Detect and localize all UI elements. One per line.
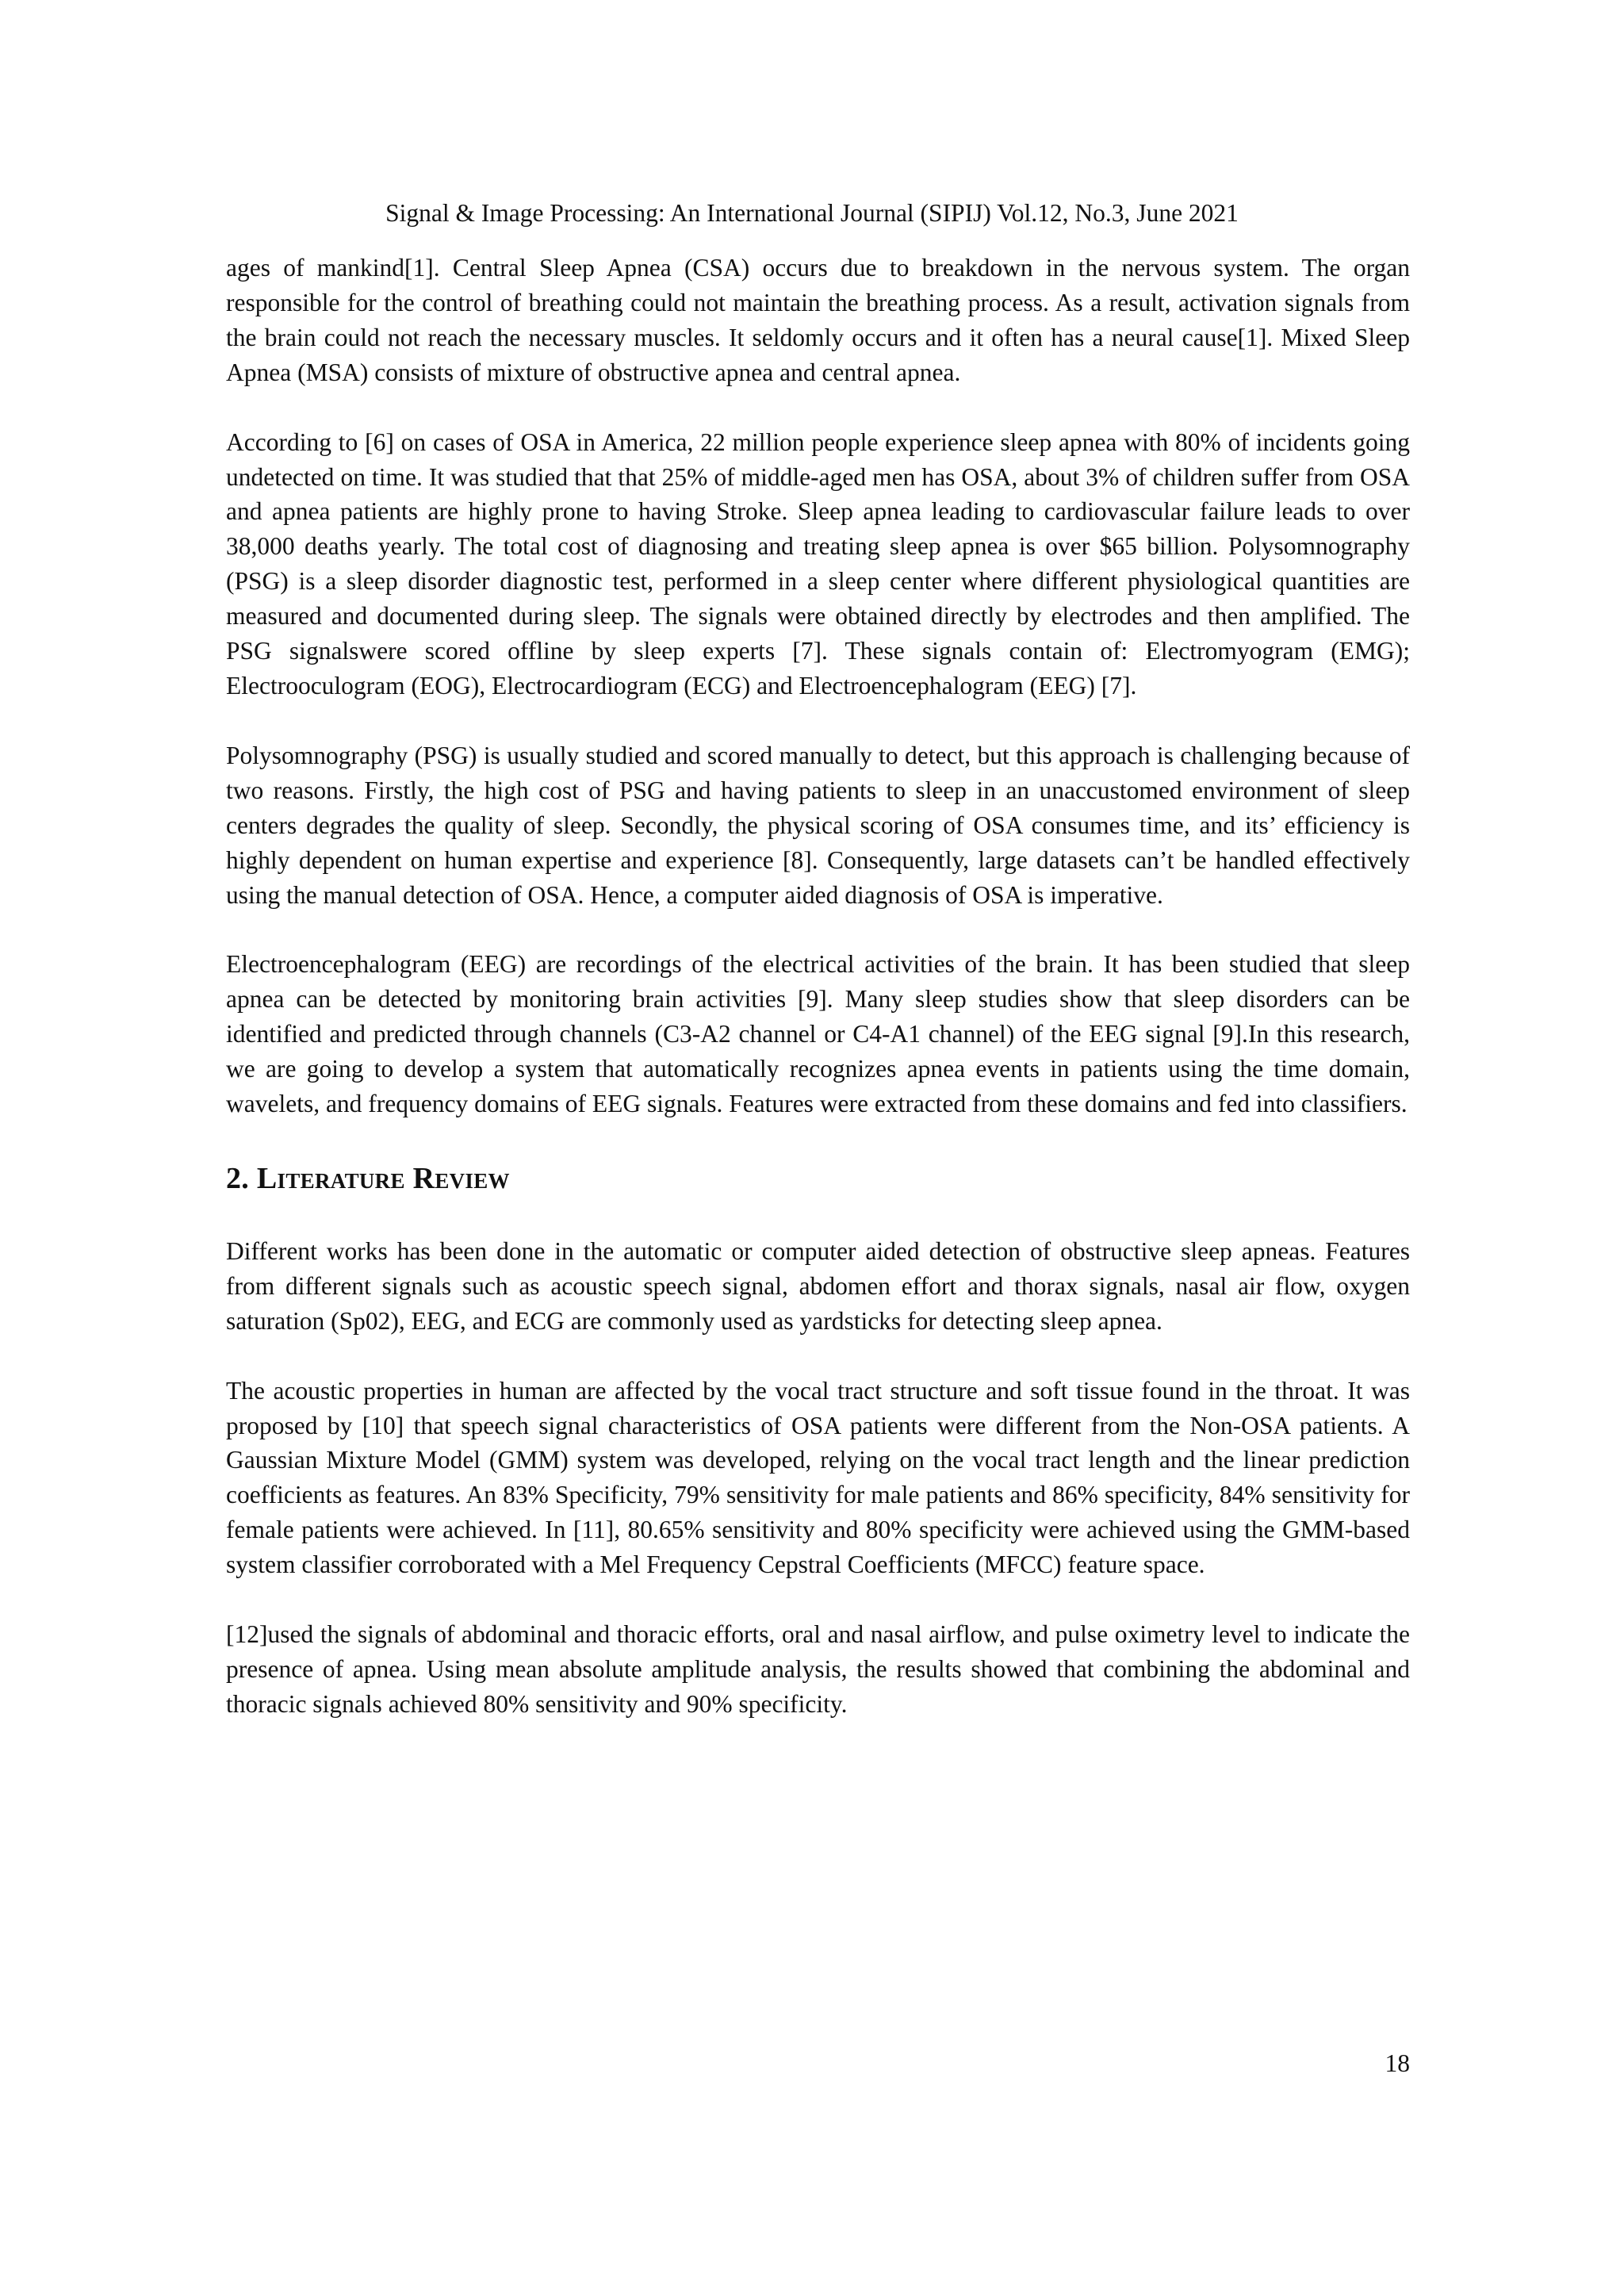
heading-spacer [226,1202,1410,1234]
section-paragraph: [12]used the signals of abdominal and thoracic efforts, oral and nasal airflow, and pulse oximetry level to indicate the presence of apnea. Using mean absolute amplitude analysis, the results showed that combining the abdominal and thoracic signals achieved 80% sensitivity and 90% specificity. [226,1620,1410,1718]
paragraph-spacer [226,1339,1410,1374]
paragraph-spacer [226,1582,1410,1617]
body-paragraph: Electroencephalogram (EEG) are recordings of the electrical activities of the brain. It has been studied that sleep apnea can be detected by monitoring brain activities [9]. Many sleep studies show that sleep disorders can be identified and predicted through channels (C3-A2 channel or C4-A1 channel) of the EEG signal [9].In this research, we are going to develop a system that automatically recognizes apnea events in patients using the time domain, wavelets, and frequency domains of EEG signals. Features were extracted from these domains and fed into classifiers. [226,950,1410,1118]
section-paragraph: The acoustic properties in human are affected by the vocal tract structure and soft tissue found in the throat. It was proposed by [10] that speech signal characteristics of OSA patients were different from the Non-OSA patients. A Gaussian Mixture Model (GMM) system was developed, relying on the vocal tract length and the linear prediction coefficients as features. An 83% Specificity, 79% sensitivity for male patients and 86% specificity, 84% sensitivity for female patients were achieved. In [11], 80.65% sensitivity and 80% specificity were achieved using the GMM-based system classifier corroborated with a Mel Frequency Cepstral Coefficients (MFCC) feature space. [226,1376,1410,1579]
body-paragraph: Polysomnography (PSG) is usually studied and scored manually to detect, but this approach is challenging because of two reasons. Firstly, the high cost of PSG and having patients to sleep in an unaccustomed environment of sleep centers degrades the quality of sleep. Secondly, the physical scoring of OSA consumes time, and its’ efficiency is highly dependent on human expertise and experience [8]. Consequently, large datasets can’t be handled effectively using the manual detection of OSA. Hence, a computer aided diagnosis of OSA is imperative. [226,741,1410,909]
page-content [226,251,1410,1722]
page-number: 18 [1385,2049,1410,2077]
running-header: Signal & Image Processing: An International Journal (SIPIJ) Vol.12, No.3, June 2021 [385,199,1239,227]
body-paragraph: ages of mankind[1]. Central Sleep Apnea (CSA) occurs due to breakdown in the nervous system. The organ responsible for the control of breathing could not maintain the breathing process. As a result, activation signals from the brain could not reach the necessary muscles. It seldomly occurs and it often has a neural cause[1]. Mixed Sleep Apnea (MSA) consists of mixture of obstructive apnea and central apnea. [226,254,1410,386]
paragraph-spacer [226,390,1410,425]
paragraph-spacer [226,912,1410,947]
section-paragraph: Different works has been done in the automatic or computer aided detection of obstructive sleep apneas. Features from different signals such as acoustic speech signal, abdomen effort and thorax signals, nasal air flow, oxygen saturation (Sp02), EEG, and ECG are commonly used as yardsticks for detecting sleep apnea. [226,1236,1410,1335]
paragraph-spacer [226,703,1410,738]
section-heading: 2. Literature Review [226,1161,510,1195]
heading-spacer [226,1121,1410,1155]
body-paragraph: According to [6] on cases of OSA in America, 22 million people experience sleep apnea with 80% of incidents going undetected on time. It was studied that that 25% of middle-aged men has OSA, about 3% of children suffer from OSA and apnea patients are highly prone to having Stroke. Sleep apnea leading to cardiovascular failure leads to over 38,000 deaths yearly. The total cost of diagnosing and treating sleep apnea is over $65 billion. Polysomnography (PSG) is a sleep disorder diagnostic test, performed in a sleep center where different physiological quantities are measured and documented during sleep. The signals were obtained directly by electrodes and then amplified. The PSG signalswere scored offline by sleep experts [7]. These signals contain of: Electromyogram (EMG); Electrooculogram (EOG), Electrocardiogram (ECG) and Electroencephalogram (EEG) [7]. [226,427,1410,700]
